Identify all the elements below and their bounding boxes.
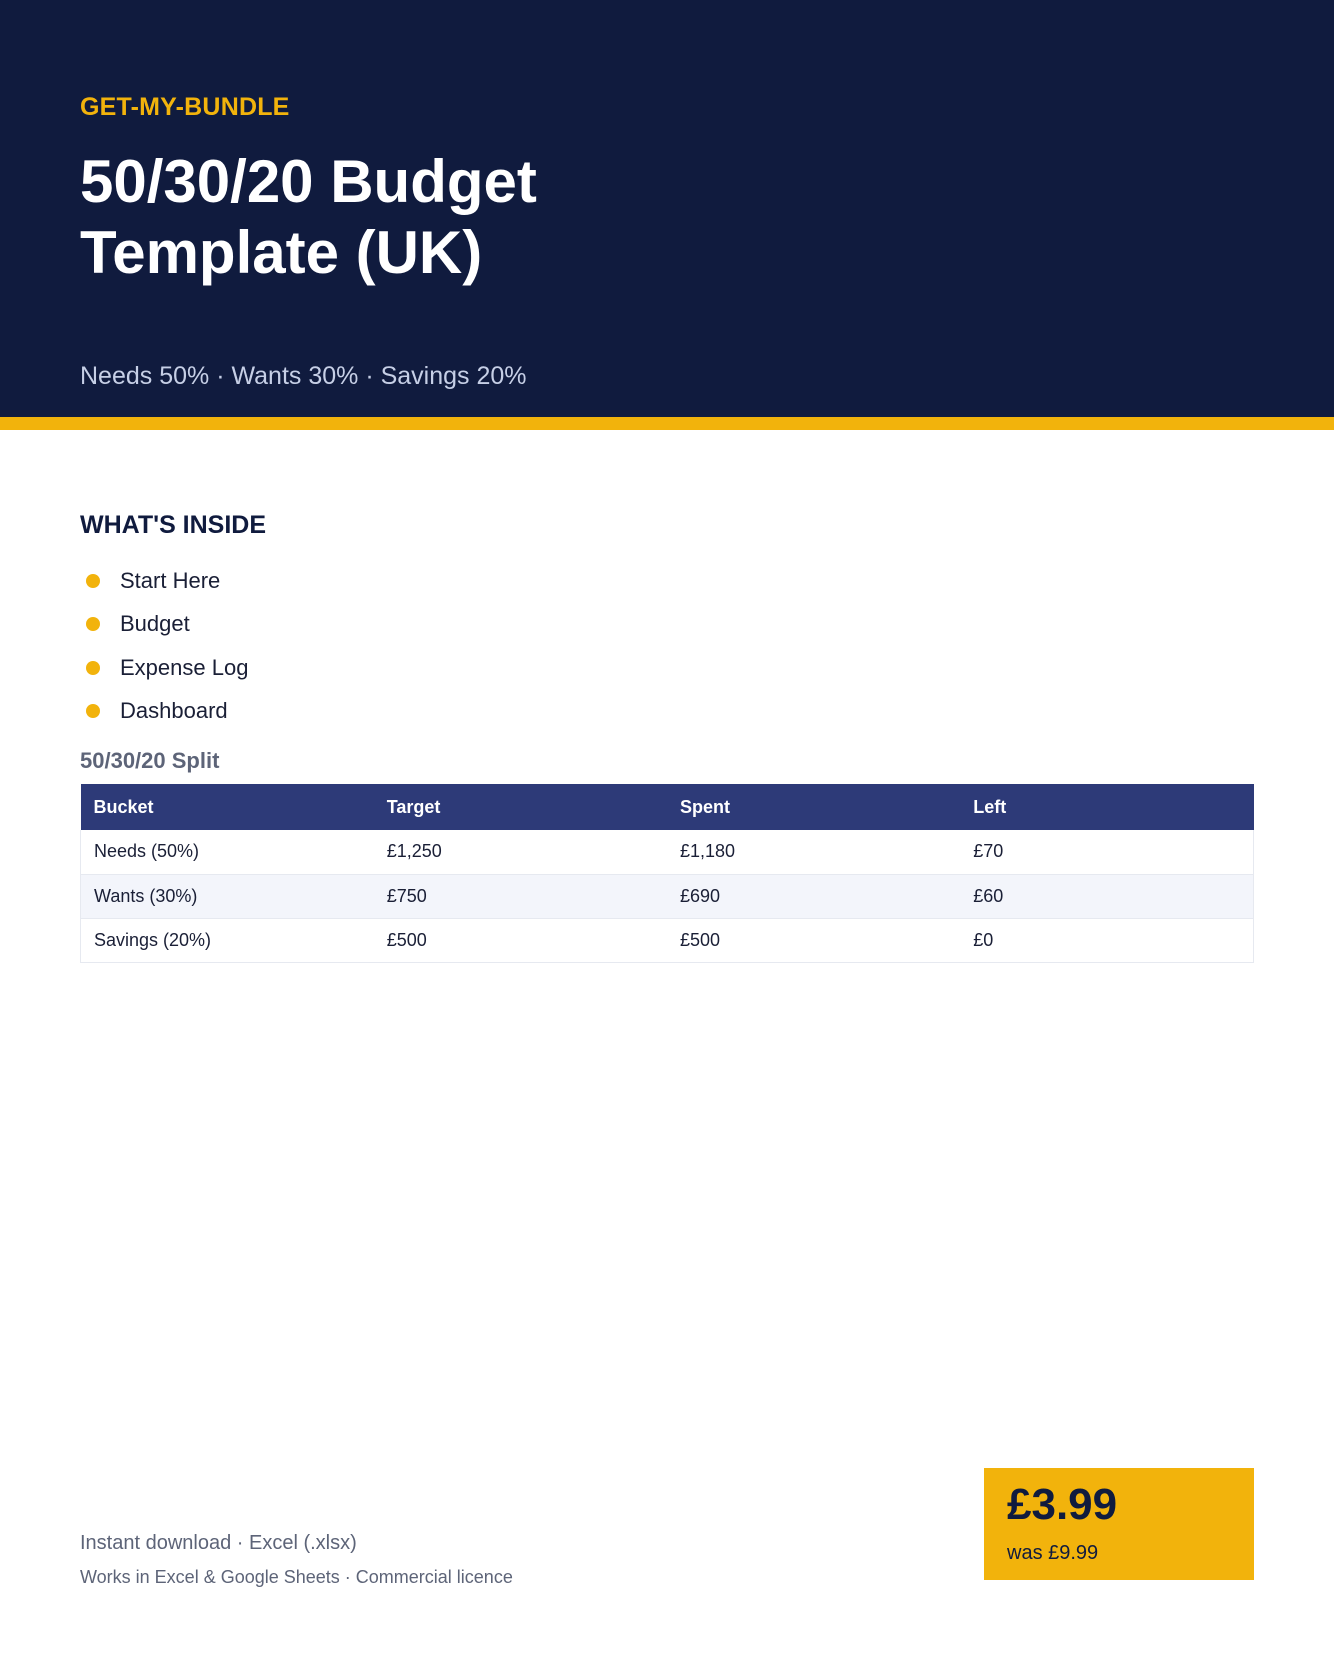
footer-compatibility-info: Works in Excel & Google Sheets · Commercial licence (80, 1567, 513, 1587)
brand-name: GET-MY-BUNDLE (80, 93, 290, 121)
accent-stripe (0, 417, 1334, 430)
split-heading: 50/30/20 Split (80, 748, 220, 773)
cell-target: £750 (374, 874, 667, 918)
bullet-dot-icon (86, 617, 100, 631)
cell-target: £1,250 (374, 830, 667, 874)
table-row (81, 874, 1254, 918)
column-header-spent: Spent (667, 784, 960, 830)
hero-banner (0, 0, 1334, 417)
list-item-label: Expense Log (120, 654, 249, 680)
column-header-target: Target (374, 784, 667, 830)
list-item-label: Budget (120, 611, 190, 637)
cell-spent: £690 (667, 874, 960, 918)
table-row (81, 830, 1254, 874)
price-badge (984, 1468, 1254, 1580)
table-row (81, 918, 1254, 962)
bullet-dot-icon (86, 704, 100, 718)
list-item-label: Dashboard (120, 698, 228, 724)
page-subtitle: Needs 50% · Wants 30% · Savings 20% (80, 362, 527, 390)
cell-left: £0 (960, 918, 1253, 962)
list-item (80, 559, 248, 603)
original-price: was £9.99 (1007, 1542, 1099, 1564)
current-price: £3.99 (1007, 1480, 1118, 1529)
split-table (80, 784, 1254, 963)
table-header-row (81, 784, 1254, 830)
list-item (80, 690, 248, 734)
cell-target: £500 (374, 918, 667, 962)
page-title: 50/30/20 Budget Template (UK) (80, 148, 537, 286)
cell-bucket: Savings (20%) (81, 918, 374, 962)
cell-spent: £500 (667, 918, 960, 962)
column-header-left: Left (960, 784, 1253, 830)
column-header-bucket: Bucket (81, 784, 374, 830)
cell-left: £60 (960, 874, 1253, 918)
list-item-label: Start Here (120, 567, 221, 593)
cell-left: £70 (960, 830, 1253, 874)
cell-spent: £1,180 (667, 830, 960, 874)
whats-inside-list (80, 559, 248, 733)
bullet-dot-icon (86, 574, 100, 588)
footer-format-info: Instant download · Excel (.xlsx) (80, 1532, 357, 1554)
list-item (80, 603, 248, 647)
cell-bucket: Wants (30%) (81, 874, 374, 918)
list-item (80, 646, 248, 690)
cell-bucket: Needs (50%) (81, 830, 374, 874)
bullet-dot-icon (86, 661, 100, 675)
whats-inside-heading: WHAT'S INSIDE (80, 511, 267, 539)
